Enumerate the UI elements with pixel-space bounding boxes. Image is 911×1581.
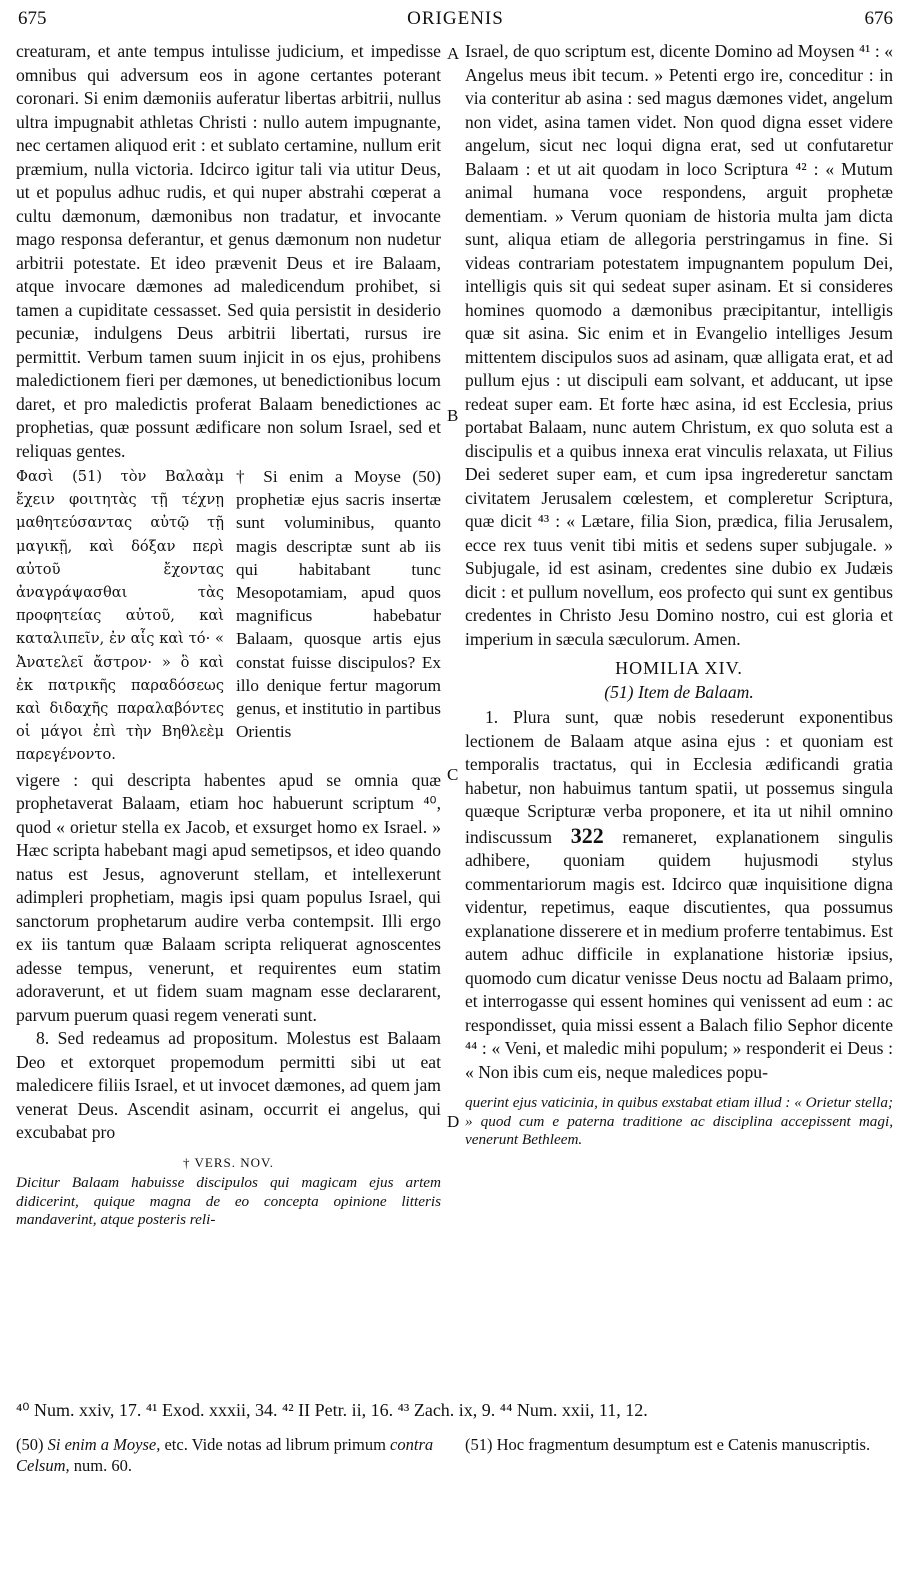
note-50-work: contra Celsum, bbox=[16, 1435, 434, 1475]
left-paragraph-3: 8. Sed redeamus ad propositum. Molestus est Balaam Deo et extorquet propemodum permitti sibi ut eat maledicere filiis Israel, et ut invocet dæmones, ad quem jam venerat Deus. Ascendit asinam, occurrit ei angelus, qui excubabat pro bbox=[16, 1028, 441, 1143]
running-title: ORIGENIS bbox=[407, 8, 504, 29]
right-paragraph-2 bbox=[465, 706, 893, 1084]
greek-fragment: Φασὶ (51) τὸν Βαλαὰμ ἔχειν φοιτητὰς τῇ τέχνῃ μαθητεύσαντας αὐτῷ τῇ μαγικῇ, καὶ δόξαν περὶ αὐτοῦ ἔχοντας ἀναγράψασθαι τὰς προφητείας αὐτοῦ, καὶ καταλιπεῖν, ἐν αἷς καὶ τό· « Ἀνατελεῖ ἄστρον· » ὃ καὶ ἐκ πατρικῆς παραδόσεως καὶ διδαχῆς παραλαβόντες οἱ μάγοι ἐπὶ τὴν Βηθλεὲμ παρεγένοντο. bbox=[16, 468, 224, 764]
right-version-note: querint ejus vaticinia, in quibus exstabat etiam illud : « Orietur stella; » quod cum e paterna traditione ac disciplina accepissent magi, venerunt Bethleem. bbox=[465, 1094, 893, 1148]
homily-subtitle: (51) Item de Balaam. bbox=[604, 681, 754, 702]
left-paragraph-2: vigere : qui descripta habentes apud se omnia quæ prophetaverat Balaam, etiam hoc habuerunt scriptum ⁴⁰, quod « orietur stella ex Jacob, et exsurget homo ex Israel. » Hæc scripta habebant magi apud semetipsos, et ideo quando natus est Jesus, agnoverunt stellam, et intellexerunt adimpleri prophetiam, magis ipsi quam populus Israel, qui sanctorum prophetarum audire verba contempsit. Illi ergo ex iis tantum quæ Balaam scripta reliquerat agnoscentes adesse tempus, venerunt, et requirentes eum statim adoraverunt, et ut fidem suam magnam esse declararent, parvum puerum quasi regem venerati sunt. bbox=[16, 769, 441, 1025]
left-column bbox=[16, 40, 441, 1230]
latin-fragment: † Si enim a Moyse (50) prophetiæ ejus sacris insertæ sunt voluminibus, quanto magis descriptæ sunt ab iis qui habitabant tunc Mesopotamiam, apud quos magnificus habebatur Balaam, quosque artis ejus constat fuisse discipulos? Ex illo denique fertur magorum genus, et institutio in partibus Orientis bbox=[236, 467, 441, 742]
note-50-lemma: Si enim a Moyse, bbox=[47, 1435, 161, 1454]
vers-nov-label: † VERS. NOV. bbox=[183, 1154, 274, 1170]
right-column bbox=[465, 40, 893, 1150]
note-50-text: etc. Vide notas ad librum primum bbox=[164, 1435, 386, 1454]
left-page-number: 675 bbox=[18, 8, 47, 29]
scripture-references: ⁴⁰ Num. xxiv, 17. ⁴¹ Exod. xxxii, 34. ⁴² II Petr. ii, 16. ⁴³ Zach. ix, 9. ⁴⁴ Num. xxii, 11, 12. bbox=[16, 1400, 648, 1420]
right-page-number: 676 bbox=[864, 8, 893, 29]
parallel-text bbox=[16, 465, 441, 767]
note-50-number: (50) bbox=[16, 1435, 44, 1454]
left-paragraph-1: creaturam, et ante tempus intulisse judicium, et impedisse omnibus qui adversum eos in agone certantes poterant coronari. Si enim dæmoniis auferatur libertas arbitrii, nullus ultra impugnabit athletas Christi : nullo autem impugnante, nec certamen aliquod erit : et sublato certamine, nullum erit præmium, nulla victoria. Idcirco igitur tali via utitur Deus, ut et populus adhuc rudis, et qui nuper abstrahi cœperat a cultu dæmonum, dæmonibus non tradatur, et invocante mago responsa deferantur, et genus dæmonum non nudetur arbitrii potestate. Et ideo prævenit Deus et ire Balaam, atque invocare dæmones ad maledicendum prohibet, si tamen a cupiditate cessasset. Sed quia persistit in desiderio pecuniæ, indulgens Deus arbitrii libertati, rursus ire permittit. Verbum tamen suum injicit in os ejus, prohibens maledictionem fieri per dæmones, ut benedictionibus locum daret, et pro maledictis proferat Balaam benedictiones ac prophetias, quæ possunt ædificare non solum Israel, sed et reliquas gentes. bbox=[16, 41, 441, 461]
column-number: 322 bbox=[570, 822, 604, 848]
left-version-note: Dicitur Balaam habuisse discipulos qui magicam ejus artem didicerint, quique magna de eo concepta opinione litteris mandaverint, atque posteris reli- bbox=[16, 1174, 441, 1229]
bottom-note-right: (51) Hoc fragmentum desumptum est e Catenis manuscriptis. bbox=[465, 1435, 871, 1454]
page-header bbox=[18, 8, 893, 34]
homily-title: HOMILIA XIV. bbox=[615, 658, 743, 678]
right-paragraph-2-b: remaneret, explanationem singulis adhibere, quoniam quidem hujusmodi stylus commentariorum magis est. Idcirco quæ inquisitione digna videntur, repetimus, eaque discutientes, qua possumus explanatione disserere et in medium proferre tentabimus. Est autem adhuc difficile in explanatione historiæ ipsius, quomodo cum dicatur venisse Deus noctu ad Balaam primo, et interrogasse qui essent homines qui venissent ad eum : ac respondisset, quia missi essent a Balach filio Sephor dicente ⁴⁴ : « Veni, et maledic mihi populum; » responderit ei Deus : « Non ibis cum eis, neque maledices popu- bbox=[465, 826, 893, 1082]
margin-marker-b: B bbox=[447, 406, 459, 425]
margin-marker-c: C bbox=[447, 765, 459, 784]
right-paragraph-2-a: 1. Plura sunt, quæ nobis resederunt exponentibus lectionem de Balaam atque asina ejus : et quoniam est temporalis tractatus, qui in Ecclesia ædificandi gratia habetur, non habuimus tantum spatii, ut possemus singula quæque Scripturæ verba proponere, et ita ut nihil omnino indiscussum bbox=[465, 707, 893, 847]
bottom-note-left bbox=[16, 1434, 441, 1476]
right-paragraph-1: Israel, de quo scriptum est, dicente Domino ad Moysen ⁴¹ : « Angelus meus ibit tecum. » Petenti ergo ire, conceditur : in via conteritur ab asina : sed magus dæmones videt, angelum non videt, asina tamen videt. Non quod digna esset videre angelum, sicut nec loqui digna erat, sed ut confutaretur Balaam : et ut ait quodam in loco Scriptura ⁴² : « Mutum animal humana voce respondens, arguit prophetæ dementiam. » Verum quoniam de historia multa jam dicta sunt, aliqua etiam de allegoria perstringamus in fine. Si videas contrariam potestatem impugnantem populum Dei, intelligis quis sit qui sedeat super asinam. Et si consideres homines quomodo a dæmonibus præcipitantur, intelligis quæ sit asina. Sic enim et in Evangelio intelliges Jesum mittentem discipulos suos ad asinam, quæ alligata erat, et ad pullum ejus : ut discipuli eam solvant, et adducant, ut ipse redeat super eam. Et forte hæc asina, id est Ecclesia, prius portabat Balaam, nunc autem Christum, ex quo soluta est a discipulis et a quibus innexa erat vinculis relaxata, ut Filius Dei sederet super eam, et cum ipsa ingrederetur sanctam civitatem Jerusalem cœlestem, et compleretur Scriptura, quæ dicit ⁴³ : « Lætare, filia Sion, prædica, filia Jerusalem, ecce rex tuus venit tibi mitis et sedens super subjugale. » Subjugale, id est asinam, credentes sine dubio ex Judæis dicit : et pullum novellum, eos profecto qui sunt ex gentibus credentes in Christo Jesu Domino nostro, cui est gloria et imperium in sæcula sæculorum. Amen. bbox=[465, 41, 893, 649]
margin-marker-a: A bbox=[447, 44, 460, 63]
note-50-num: num. 60. bbox=[73, 1456, 132, 1475]
margin-marker-d: D bbox=[447, 1112, 460, 1131]
